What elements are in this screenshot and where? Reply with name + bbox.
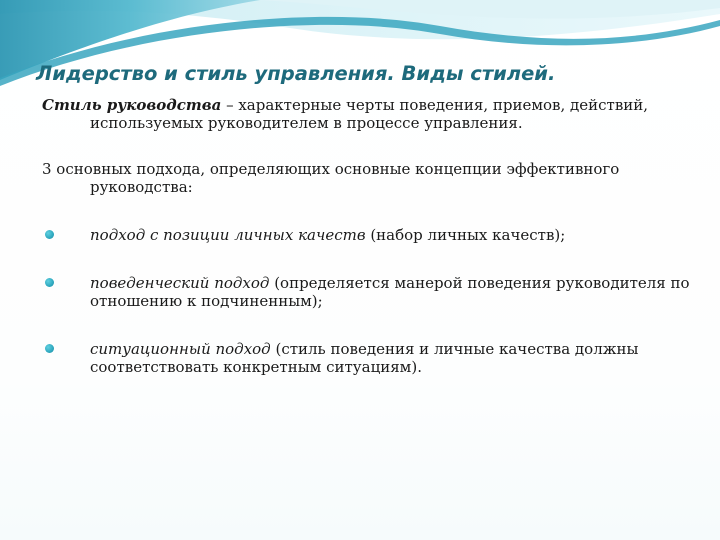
approaches-list xyxy=(42,226,707,376)
definition-text: – характерные черты поведения, приемов, действий, используемых руководителем в процессе управления. xyxy=(90,96,649,132)
list-item xyxy=(42,274,707,310)
content-body xyxy=(42,96,707,196)
bullet-dot-icon xyxy=(45,344,54,353)
approach-description: (определяется манерой поведения руководителя по отношению к подчиненным); xyxy=(90,274,690,310)
definition-paragraph xyxy=(42,96,707,132)
approach-description: (стиль поведения и личные качества должны соответствовать конкретным ситуациям). xyxy=(90,340,639,376)
list-item xyxy=(42,340,707,376)
approach-description: (набор личных качеств); xyxy=(365,226,566,244)
approach-name: подход с позиции личных качеств xyxy=(90,226,366,244)
approach-name: ситуационный подход xyxy=(90,340,271,358)
slide-title: Лидерство и стиль управления. Виды стилей. xyxy=(36,62,556,85)
wave-header-decoration xyxy=(0,0,720,100)
definition-term: Стиль руководства xyxy=(42,96,222,114)
approach-name: поведенческий подход xyxy=(90,274,270,292)
bullet-dot-icon xyxy=(45,278,54,287)
bullet-dot-icon xyxy=(45,230,54,239)
list-item xyxy=(42,226,707,244)
approaches-intro: 3 основных подхода, определяющих основные концепции эффективного руководства: xyxy=(42,160,620,196)
